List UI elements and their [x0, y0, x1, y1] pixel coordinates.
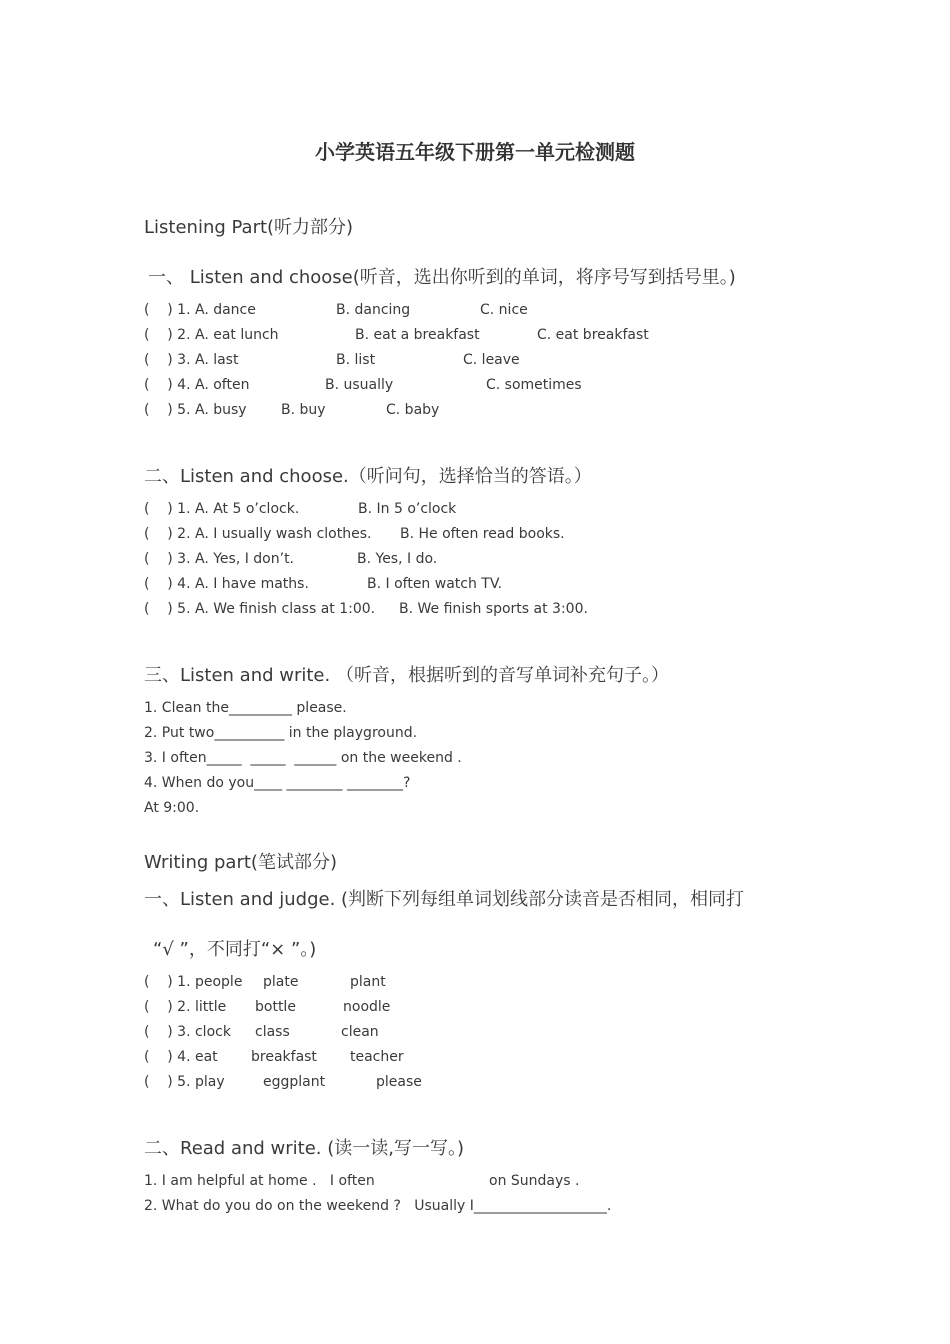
- question-option-b: B. In 5 o’clock: [358, 501, 457, 517]
- judge-word-2: plate: [263, 974, 299, 990]
- fill-in-line: 1. Clean the_________ please.: [144, 700, 347, 716]
- writing-part-heading: Writing part(笔试部分): [144, 852, 337, 873]
- question-option-b: B. eat a breakfast: [355, 327, 480, 343]
- question-option-c: C. nice: [480, 302, 528, 318]
- judge-word-2: class: [255, 1024, 290, 1040]
- question-option-a: ( ) 5. A. We finish class at 1:00.: [144, 601, 376, 617]
- judge-word-1: ( ) 3. clock: [144, 1024, 231, 1040]
- question-option-b: B. I often watch TV.: [367, 576, 503, 592]
- fill-in-line: 2. Put two__________ in the playground.: [144, 725, 418, 741]
- section-listen-choose-words-heading: 一、 Listen and choose(听音，选出你听到的单词，将序号写到括号里。): [148, 267, 736, 288]
- question-option-a: ( ) 3. A. last: [144, 352, 239, 368]
- section-listen-choose-answers-heading: 二、Listen and choose.（听问句，选择恰当的答语。）: [144, 466, 592, 487]
- question-option-c: C. leave: [463, 352, 520, 368]
- judge-word-3: clean: [341, 1024, 379, 1040]
- question-option-a: ( ) 4. A. often: [144, 377, 250, 393]
- judge-word-1: ( ) 4. eat: [144, 1049, 218, 1065]
- read-write-line: 2. What do you do on the weekend ? Usually I___________________.: [144, 1198, 612, 1214]
- question-option-b: B. He often read books.: [400, 526, 565, 542]
- fill-in-line: 4. When do you____ ________ ________?: [144, 775, 411, 791]
- question-option-b: B. list: [336, 352, 376, 368]
- question-option-c: C. baby: [386, 402, 440, 418]
- question-option-a: ( ) 1. A. At 5 o’clock.: [144, 501, 300, 517]
- question-option-a: ( ) 4. A. I have maths.: [144, 576, 309, 592]
- section-listen-judge-heading-cont: “√ ”，不同打“× ”。): [153, 939, 317, 960]
- fill-in-line: 3. I often_____ _____ ______ on the weekend .: [144, 750, 462, 766]
- judge-word-1: ( ) 1. people: [144, 974, 243, 990]
- page-title: 小学英语五年级下册第一单元检测题: [315, 140, 635, 164]
- question-option-b: B. Yes, I do.: [357, 551, 438, 567]
- question-option-b: B. usually: [325, 377, 394, 393]
- question-option-c: C. sometimes: [486, 377, 582, 393]
- question-option-a: ( ) 2. A. eat lunch: [144, 327, 279, 343]
- section-read-write-heading: 二、Read and write. (读一读,写一写。): [144, 1138, 464, 1159]
- judge-word-3: noodle: [343, 999, 391, 1015]
- judge-word-3: please: [376, 1074, 422, 1090]
- question-option-a: ( ) 1. A. dance: [144, 302, 256, 318]
- judge-word-1: ( ) 2. little: [144, 999, 227, 1015]
- section-listen-judge-heading: 一、Listen and judge. (判断下列每组单词划线部分读音是否相同，相同打: [144, 889, 745, 910]
- question-option-a: ( ) 3. A. Yes, I don’t.: [144, 551, 295, 567]
- question-option-b: B. buy: [281, 402, 326, 418]
- read-write-prompt-end: on Sundays .: [489, 1173, 580, 1189]
- question-option-b: B. We finish sports at 3:00.: [399, 601, 588, 617]
- judge-word-2: breakfast: [251, 1049, 317, 1065]
- judge-word-2: eggplant: [263, 1074, 326, 1090]
- judge-word-2: bottle: [255, 999, 296, 1015]
- question-option-a: ( ) 5. A. busy: [144, 402, 247, 418]
- question-option-c: C. eat breakfast: [537, 327, 649, 343]
- listening-part-heading: Listening Part(听力部分): [144, 217, 354, 238]
- judge-word-3: teacher: [350, 1049, 404, 1065]
- read-write-prompt: 1. I am helpful at home . I often: [144, 1173, 375, 1189]
- answer-line: At 9:00.: [144, 800, 200, 816]
- judge-word-1: ( ) 5. play: [144, 1074, 225, 1090]
- judge-word-3: plant: [350, 974, 386, 990]
- section-listen-write-heading: 三、Listen and write. （听音，根据听到的音写单词补充句子。）: [144, 665, 669, 686]
- question-option-a: ( ) 2. A. I usually wash clothes.: [144, 526, 372, 542]
- question-option-b: B. dancing: [336, 302, 411, 318]
